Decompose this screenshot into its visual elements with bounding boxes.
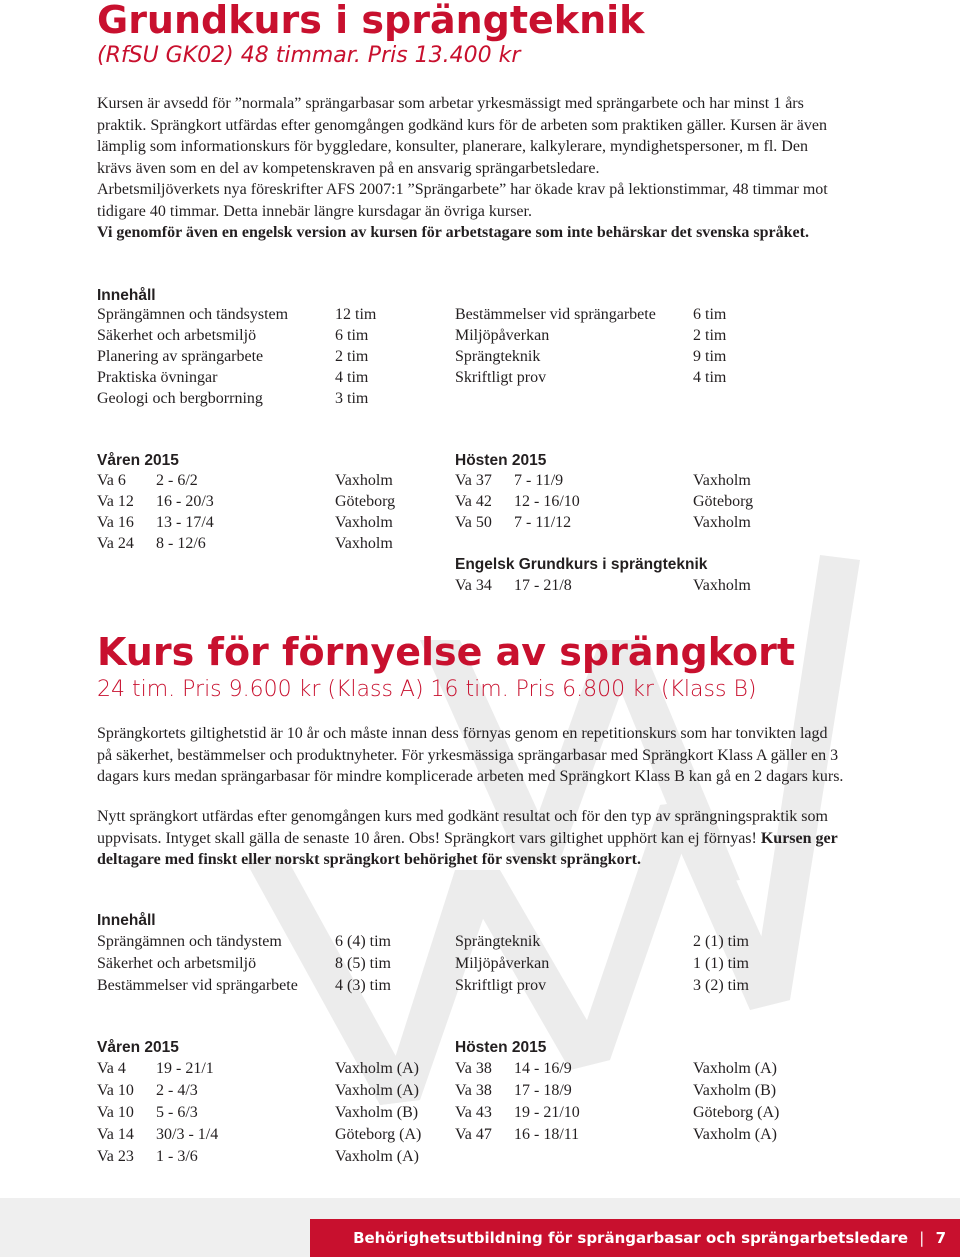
paragraph-text: uppvisats. Intyget skall gälla de senaste 10 åren. Obs! Sprängkort vars giltighet upphört kan ej förnyas!	[97, 829, 761, 847]
english-course-heading: Engelsk Grundkurs i sprängteknik	[455, 556, 708, 573]
subject: Miljöpåverkan	[455, 955, 550, 972]
week: Va 24	[97, 535, 134, 552]
hours: 2 (1) tim	[693, 933, 749, 950]
dates: 2 - 6/2	[156, 472, 198, 489]
hours: 2 tim	[693, 327, 727, 344]
paragraph-line: deltagare med finskt eller norskt sprängkort behörighet för svenskt sprängkort.	[97, 851, 641, 868]
dates: 17 - 21/8	[514, 577, 572, 594]
week: Va 12	[97, 493, 134, 510]
course2-spring-heading: Våren 2015	[97, 1039, 179, 1056]
subject: Praktiska övningar	[97, 369, 218, 386]
course2-autumn-heading: Hösten 2015	[455, 1039, 547, 1056]
dates: 7 - 11/12	[514, 514, 572, 531]
location: Göteborg	[335, 493, 396, 510]
location: Vaxholm (A)	[335, 1148, 419, 1165]
subject: Säkerhet och arbetsmiljö	[97, 955, 257, 972]
location: Vaxholm (A)	[335, 1060, 419, 1077]
hours: 4 tim	[335, 369, 369, 386]
week: Va 4	[97, 1060, 126, 1077]
location: Vaxholm (B)	[693, 1082, 777, 1099]
location: Vaxholm (A)	[693, 1126, 777, 1143]
hours: 4 (3) tim	[335, 977, 391, 994]
location: Göteborg (A)	[693, 1104, 780, 1121]
subject: Sprängteknik	[455, 933, 541, 950]
dates: 7 - 11/9	[514, 472, 564, 489]
subject: Planering av sprängarbete	[97, 348, 264, 365]
dates: 8 - 12/6	[156, 535, 206, 552]
course1-subtitle: (RfSU GK02) 48 timmar. Pris 13.400 kr	[97, 43, 521, 68]
location: Göteborg (A)	[335, 1126, 422, 1143]
location: Vaxholm	[335, 514, 393, 531]
paragraph-line	[97, 828, 877, 850]
subject: Säkerhet och arbetsmiljö	[97, 327, 257, 344]
dates: 19 - 21/10	[514, 1104, 580, 1121]
dates: 1 - 3/6	[156, 1148, 198, 1165]
hours: 8 (5) tim	[335, 955, 391, 972]
week: Va 50	[455, 514, 492, 531]
hours: 12 tim	[335, 306, 377, 323]
subject: Geologi och bergborrning	[97, 390, 263, 407]
course2-title: Kurs för förnyelse av sprängkort	[97, 630, 796, 674]
english-version-note: Vi genomför även en engelsk version av kursen för arbetstagare som inte behärskar det svenska språket.	[97, 224, 809, 241]
hours: 2 tim	[335, 348, 369, 365]
subject: Bestämmelser vid sprängarbete	[97, 977, 298, 994]
subject: Sprängämnen och tändystem	[97, 933, 282, 950]
course2-paragraph-2	[97, 806, 877, 871]
week: Va 10	[97, 1082, 134, 1099]
week: Va 38	[455, 1082, 492, 1099]
week: Va 16	[97, 514, 134, 531]
paragraph-line: Sprängkortets giltighetstid är 10 år och måste innan dess förnyas genom en repetitionskurs som har tonvikten lagd	[97, 725, 828, 742]
week: Va 23	[97, 1148, 134, 1165]
intro-line: Arbetsmiljöverkets nya föreskrifter AFS 2007:1 ”Sprängarbete” har ökade krav på lektionstimmar, 48 timmar mot	[97, 181, 828, 198]
location: Vaxholm	[693, 577, 751, 594]
dates: 16 - 20/3	[156, 493, 214, 510]
location: Vaxholm (A)	[693, 1060, 777, 1077]
page-number: 7	[935, 1229, 946, 1247]
location: Vaxholm (A)	[335, 1082, 419, 1099]
week: Va 14	[97, 1126, 134, 1143]
hours: 4 tim	[693, 369, 727, 386]
course1-intro	[97, 93, 877, 244]
week: Va 10	[97, 1104, 134, 1121]
location: Vaxholm (B)	[335, 1104, 419, 1121]
hours: 9 tim	[693, 348, 727, 365]
intro-line: tidigare 40 timmar. Detta innebär längre kursdagar än övriga kurser.	[97, 202, 532, 220]
subject: Bestämmelser vid sprängarbete	[455, 306, 656, 323]
course2-content-heading: Innehåll	[97, 912, 156, 929]
dates: 14 - 16/9	[514, 1060, 572, 1077]
intro-line: krävs även som en del av kompetenskraven på en ansvarig sprängarbetsledare.	[97, 159, 600, 177]
location: Vaxholm	[335, 472, 393, 489]
intro-line: praktik. Sprängkort utfärdas efter genomgången godkänd kurs för de arbeten som praktiken gäller. Kursen är även	[97, 116, 827, 134]
week: Va 47	[455, 1126, 492, 1143]
course1-content-heading: Innehåll	[97, 287, 156, 304]
paragraph-line: på säkerhet, bestämmelser och produktnyheter. För yrkesmässiga sprängarbasar med Sprängkort Klass A gäller en 3	[97, 746, 839, 764]
location: Vaxholm	[693, 472, 751, 489]
week: Va 38	[455, 1060, 492, 1077]
hours: 6 tim	[693, 306, 727, 323]
dates: 13 - 17/4	[156, 514, 214, 531]
location: Vaxholm	[335, 535, 393, 552]
dates: 2 - 4/3	[156, 1082, 198, 1099]
course1-title: Grundkurs i sprängteknik	[97, 0, 645, 42]
dates: 17 - 18/9	[514, 1082, 572, 1099]
location: Vaxholm	[693, 514, 751, 531]
week: Va 37	[455, 472, 492, 489]
course1-autumn-heading: Hösten 2015	[455, 452, 547, 469]
week: Va 34	[455, 577, 492, 594]
dates: 30/3 - 1/4	[156, 1126, 219, 1143]
paragraph-line: Nytt sprängkort utfärdas efter genomgången kurs med godkänt resultat och för den typ av sprängningspraktik som	[97, 808, 828, 825]
dates: 12 - 16/10	[514, 493, 580, 510]
dates: 5 - 6/3	[156, 1104, 198, 1121]
course1-spring-heading: Våren 2015	[97, 452, 179, 469]
course2-paragraph-1	[97, 723, 877, 788]
footer-title: Behörighetsutbildning för sprängarbasar och sprängarbetsledare	[353, 1229, 909, 1247]
subject: Sprängämnen och tändsystem	[97, 306, 289, 323]
paragraph-line: dagars kurs medan sprängarbasar för mindre komplicerade arbeten med Sprängkort Klass B kan gå en 2 dagars kurs.	[97, 768, 844, 785]
subject: Miljöpåverkan	[455, 327, 550, 344]
course2-subtitle: 24 tim. Pris 9.600 kr (Klass A) 16 tim. Pris 6.800 kr (Klass B)	[97, 677, 757, 702]
week: Va 42	[455, 493, 492, 510]
subject: Sprängteknik	[455, 348, 541, 365]
week: Va 43	[455, 1104, 492, 1121]
hours: 6 (4) tim	[335, 933, 391, 950]
footer-separator: |	[919, 1229, 925, 1247]
paragraph-bold-text: Kursen ger	[760, 829, 838, 847]
intro-line: lämplig som informationskurs för byggledare, konsulter, planerare, kalkylerare, myndighetspersoner, m fl. Den	[97, 138, 808, 155]
week: Va 6	[97, 472, 126, 489]
hours: 1 (1) tim	[693, 955, 749, 972]
dates: 19 - 21/1	[156, 1060, 214, 1077]
hours: 6 tim	[335, 327, 369, 344]
hours: 3 (2) tim	[693, 977, 749, 994]
subject: Skriftligt prov	[455, 369, 547, 386]
subject: Skriftligt prov	[455, 977, 547, 994]
dates: 16 - 18/11	[514, 1126, 580, 1143]
footer-text	[353, 1228, 946, 1248]
intro-line: Kursen är avsedd för ”normala” sprängarbasar som arbetar yrkesmässigt med sprängarbete och har minst 1 års	[97, 95, 804, 112]
hours: 3 tim	[335, 390, 369, 407]
location: Göteborg	[693, 493, 754, 510]
